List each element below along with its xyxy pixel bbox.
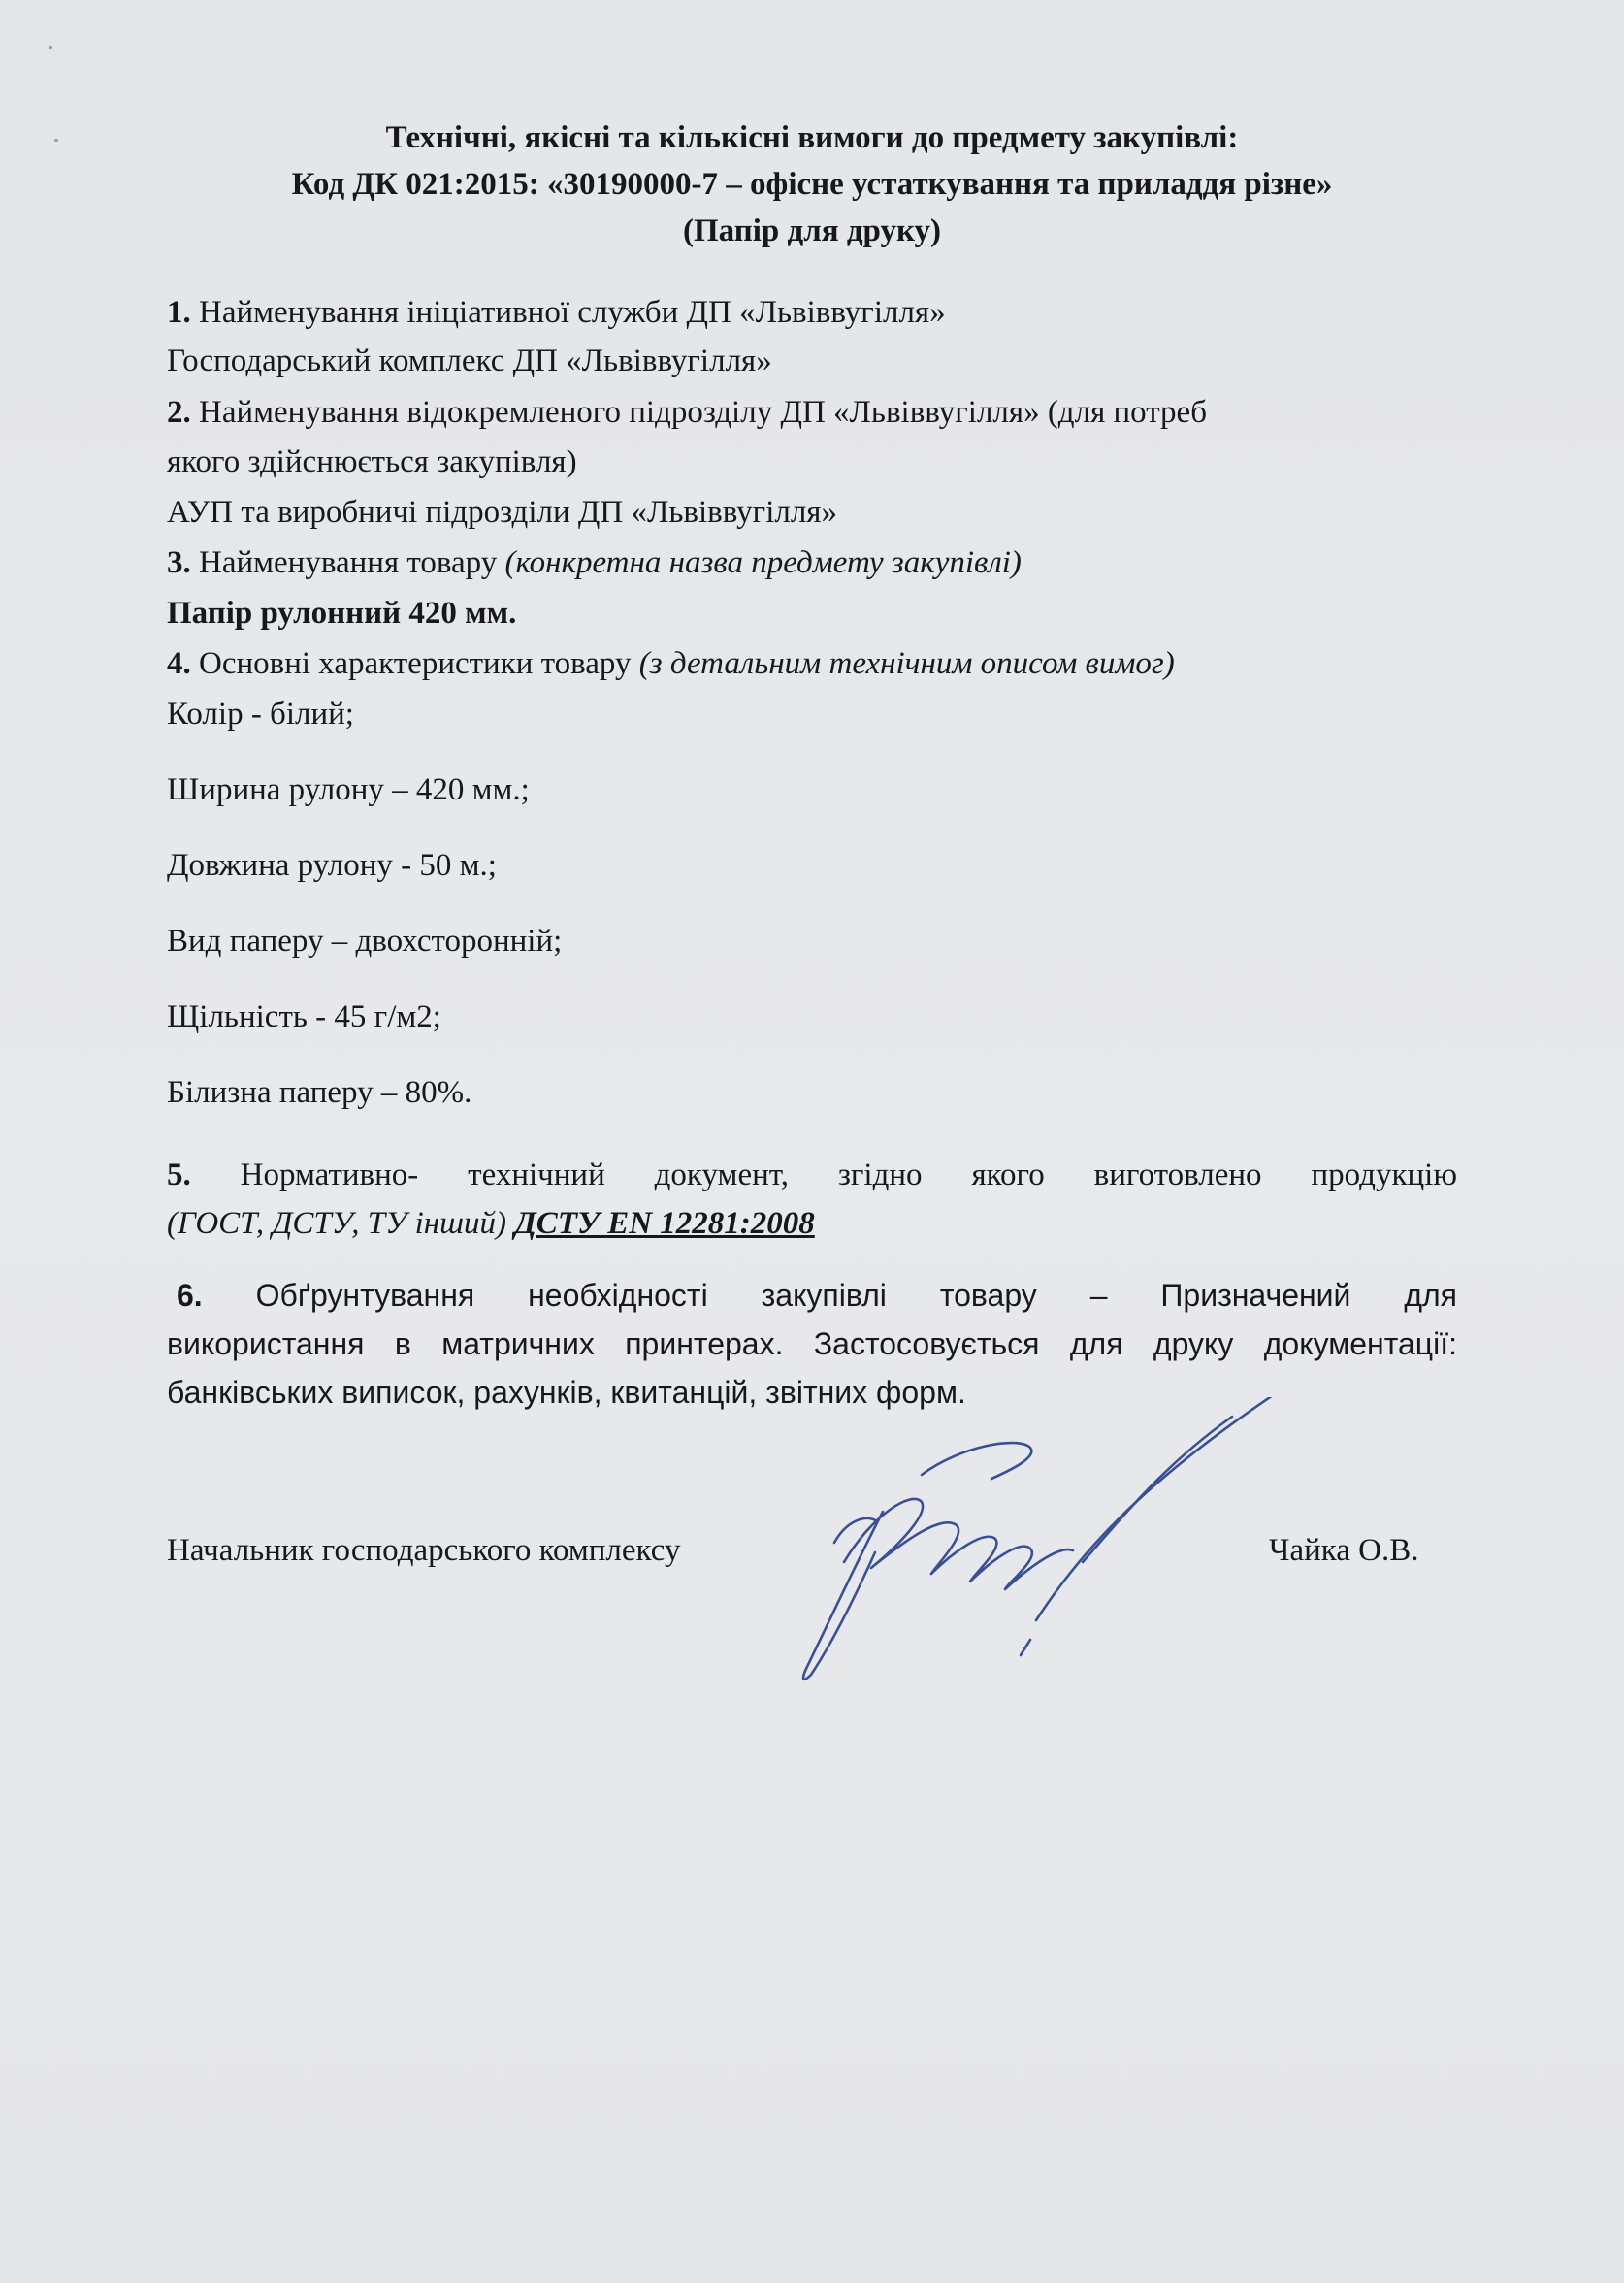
header-title: Технічні, якісні та кількісні вимоги до предмету закупівлі:	[385, 120, 1239, 155]
section-text: Обґрунтування необхідності закупівлі товару – Призначений для	[255, 1278, 1457, 1313]
section-title: Найменування ініціативної служби ДП «Львіввугілля»	[199, 295, 946, 330]
section-2-heading	[167, 393, 1207, 432]
section-number: 4.	[167, 646, 191, 681]
section-1-heading	[167, 293, 946, 332]
section-number: 1.	[167, 295, 191, 330]
section-1-value: Господарський комплекс ДП «Львіввугілля»	[167, 343, 772, 378]
signature-stroke	[1036, 1397, 1279, 1620]
spec-item: Вид паперу – двохсторонній;	[167, 924, 563, 959]
section-3-heading	[167, 543, 1022, 582]
standard-reference: ДСТУ EN 12281:2008	[514, 1206, 815, 1241]
section-title: Найменування товару	[199, 545, 498, 580]
section-4-heading	[167, 644, 1175, 683]
handwritten-signature	[776, 1397, 1319, 1708]
spec-item: Колір - білий;	[167, 697, 354, 732]
spec-item: Білизна паперу – 80%.	[167, 1075, 472, 1110]
signature-stroke	[922, 1443, 1031, 1479]
signature-stroke	[803, 1512, 883, 1680]
signature-stroke	[844, 1499, 1073, 1589]
signatory-name: Чайка О.В.	[1269, 1533, 1419, 1568]
section-title: Найменування відокремленого підрозділу ДП «Львіввугілля» (для потреб	[199, 395, 1207, 430]
section-6-line-1	[167, 1271, 1457, 1320]
spec-item: Ширина рулону – 420 мм.;	[167, 772, 530, 807]
spec-item: Довжина рулону - 50 м.;	[167, 848, 497, 883]
header-subtitle: (Папір для друку)	[683, 213, 941, 248]
section-3-value: Папір рулонний 420 мм.	[167, 596, 517, 631]
section-5	[167, 1151, 1457, 1248]
section-hint: (з детальним технічним описом вимог)	[638, 646, 1175, 681]
section-5-line-2	[167, 1199, 1457, 1248]
section-number: 2.	[167, 395, 191, 430]
section-hint: (конкретна назва предмету закупівлі)	[504, 545, 1022, 580]
signatory-title: Начальник господарського комплексу	[167, 1533, 681, 1568]
document-header	[0, 114, 1624, 254]
section-number: 6.	[177, 1278, 203, 1313]
section-5-line-1	[167, 1151, 1457, 1199]
spec-item: Щільність - 45 г/м2;	[167, 999, 441, 1034]
signature-stroke	[834, 1518, 877, 1543]
section-6-line-2: використання в матричних принтерах. Застосовується для друку документації:	[167, 1326, 1457, 1361]
signature-stroke	[1083, 1417, 1232, 1562]
section-number: 3.	[167, 545, 191, 580]
section-text: Нормативно- технічний документ, згідно якого виготовлено продукцію	[240, 1158, 1457, 1192]
section-2-heading-cont: якого здійснюється закупівля)	[167, 444, 577, 479]
header-code: Код ДК 021:2015: «30190000-7 – офісне устаткування та приладдя різне»	[291, 167, 1333, 202]
section-2-value: АУП та виробничі підрозділи ДП «Львіввугілля»	[167, 495, 837, 530]
section-number: 5.	[167, 1158, 191, 1192]
signature-stroke	[1021, 1640, 1030, 1655]
section-title: Основні характеристики товару	[199, 646, 632, 681]
scan-speck	[49, 46, 52, 49]
section-6	[167, 1271, 1457, 1417]
section-6-line-3: банківських виписок, рахунків, квитанцій, звітних форм.	[167, 1375, 966, 1410]
section-hint: (ГОСТ, ДСТУ, ТУ інший)	[167, 1206, 507, 1241]
